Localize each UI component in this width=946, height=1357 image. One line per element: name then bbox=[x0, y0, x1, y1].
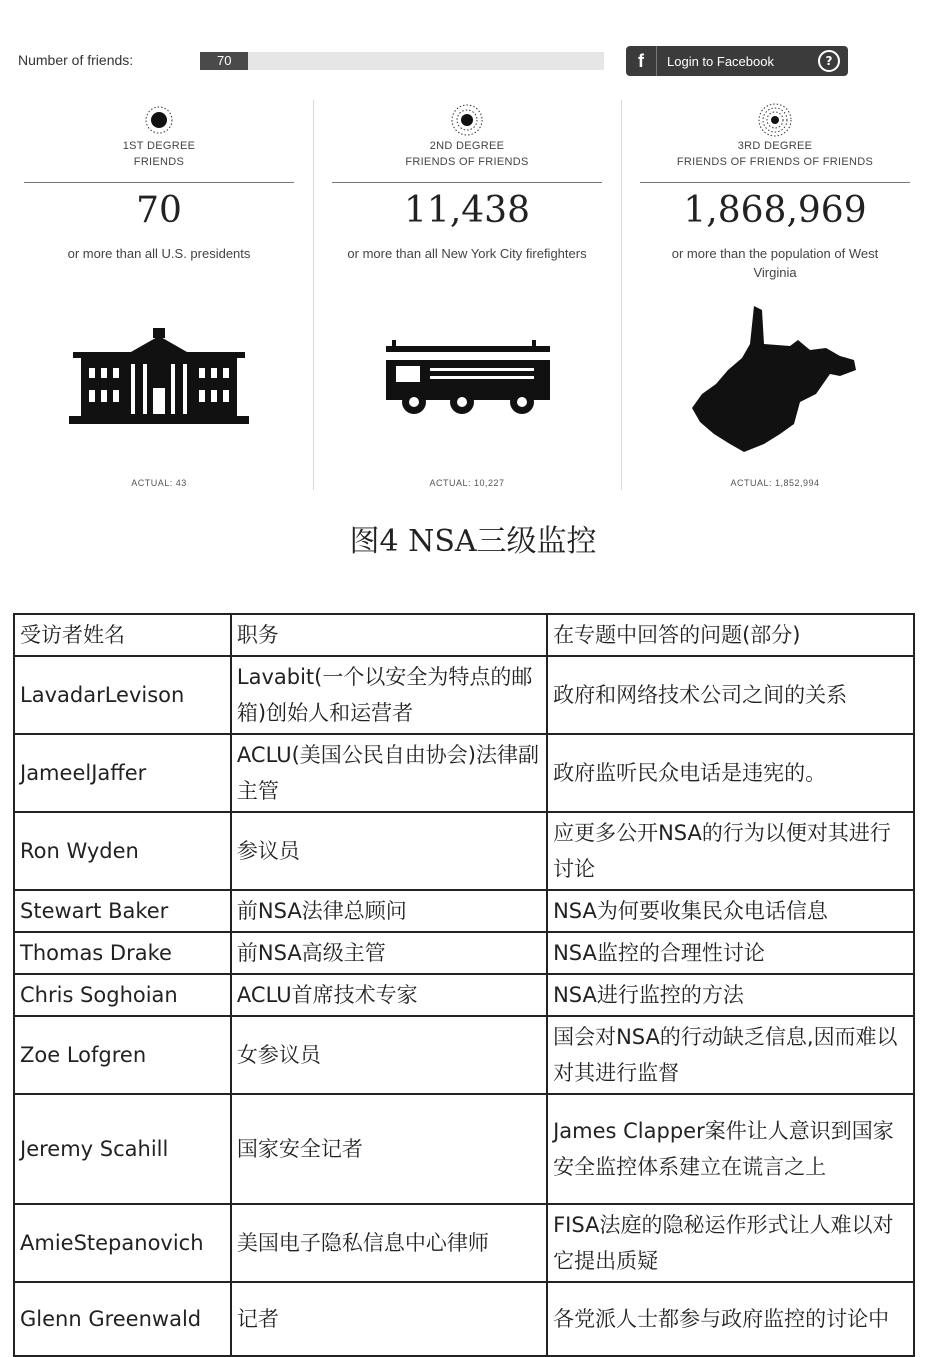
fire-truck-icon bbox=[382, 338, 552, 418]
table-cell-topic: FISA法庭的隐秘运作形式让人难以对它提出质疑 bbox=[547, 1204, 914, 1282]
degree-count: 1,868,969 bbox=[683, 190, 867, 231]
table-header-cell: 受访者姓名 bbox=[14, 614, 231, 656]
divider bbox=[332, 182, 602, 183]
table-cell-role: 前NSA高级主管 bbox=[231, 932, 547, 974]
table-cell-role: Lavabit(一个以安全为特点的邮箱)创始人和运营者 bbox=[231, 656, 547, 734]
friends-control-bar bbox=[18, 46, 848, 78]
table-cell-topic: NSA为何要收集民众电话信息 bbox=[547, 890, 914, 932]
table-header-cell: 在专题中回答的问题(部分) bbox=[547, 614, 914, 656]
degree-column-3 bbox=[634, 98, 916, 496]
interviewee-table bbox=[13, 613, 915, 1357]
degree-count: 70 bbox=[136, 190, 182, 231]
table-cell-name: JameelJaffer bbox=[14, 734, 231, 812]
degree-comparison: or more than all New York City firefighters bbox=[347, 246, 587, 261]
degree-title bbox=[18, 138, 300, 170]
table-row bbox=[14, 656, 914, 734]
table-row bbox=[14, 974, 914, 1016]
table-cell-topic: 各党派人士都参与政府监控的讨论中 bbox=[547, 1282, 914, 1356]
table-row bbox=[14, 1016, 914, 1094]
degree-comparison: or more than all U.S. presidents bbox=[67, 246, 251, 261]
degree-title bbox=[634, 138, 916, 170]
degree-title-line2: FRIENDS OF FRIENDS OF FRIENDS bbox=[676, 156, 874, 168]
degree-comparison: or more than the population of West Virginia bbox=[671, 246, 879, 280]
table-row bbox=[14, 1282, 914, 1356]
table-row bbox=[14, 812, 914, 890]
table-cell-name: Thomas Drake bbox=[14, 932, 231, 974]
actual-count: ACTUAL: 10,227 bbox=[429, 478, 505, 488]
figure-caption: 图4 NSA三级监控 bbox=[349, 524, 597, 559]
table-header-cell: 职务 bbox=[231, 614, 547, 656]
table-cell-topic: 政府和网络技术公司之间的关系 bbox=[547, 656, 914, 734]
table-cell-role: 国家安全记者 bbox=[231, 1094, 547, 1204]
table-cell-name: Stewart Baker bbox=[14, 890, 231, 932]
divider bbox=[24, 182, 294, 183]
friends-slider[interactable] bbox=[200, 52, 604, 70]
table-cell-role: 记者 bbox=[231, 1282, 547, 1356]
table-cell-name: Chris Soghoian bbox=[14, 974, 231, 1016]
degree-title-line2: FRIENDS OF FRIENDS bbox=[405, 156, 529, 168]
friends-count-label: Number of friends: bbox=[18, 52, 134, 68]
table-cell-name: Ron Wyden bbox=[14, 812, 231, 890]
actual-count: ACTUAL: 43 bbox=[131, 478, 187, 488]
table-row bbox=[14, 890, 914, 932]
facebook-login-button[interactable] bbox=[626, 46, 848, 76]
table-cell-role: 参议员 bbox=[231, 812, 547, 890]
white-house-icon bbox=[69, 328, 249, 428]
table-cell-role: 美国电子隐私信息中心律师 bbox=[231, 1204, 547, 1282]
degree-column-2 bbox=[326, 98, 608, 496]
degree-title-line1: 3RD DEGREE bbox=[737, 140, 813, 152]
table-header-row bbox=[14, 614, 914, 656]
table-row bbox=[14, 1204, 914, 1282]
degree-title bbox=[326, 138, 608, 170]
target-dot-icon bbox=[757, 102, 793, 138]
table-cell-topic: 国会对NSA的行动缺乏信息,因而难以对其进行监督 bbox=[547, 1016, 914, 1094]
table-cell-role: 女参议员 bbox=[231, 1016, 547, 1094]
target-dot-icon bbox=[141, 102, 177, 138]
degree-column-1 bbox=[18, 98, 300, 496]
west-virginia-map-icon bbox=[690, 304, 860, 454]
degree-count: 11,438 bbox=[404, 190, 530, 231]
degree-title-line1: 1ST DEGREE bbox=[122, 140, 196, 152]
table-row bbox=[14, 734, 914, 812]
degree-title-line1: 2ND DEGREE bbox=[429, 140, 505, 152]
table-cell-name: Zoe Lofgren bbox=[14, 1016, 231, 1094]
friends-slider-value[interactable]: 70 bbox=[200, 52, 248, 70]
column-divider bbox=[621, 100, 622, 490]
facebook-login-label: Login to Facebook bbox=[667, 53, 774, 69]
degree-title-line2: FRIENDS bbox=[133, 156, 185, 168]
table-cell-name: LavadarLevison bbox=[14, 656, 231, 734]
table-cell-role: ACLU(美国公民自由协会)法律副主管 bbox=[231, 734, 547, 812]
table-cell-role: 前NSA法律总顾问 bbox=[231, 890, 547, 932]
facebook-f-icon: f bbox=[626, 46, 657, 76]
table-cell-name: Glenn Greenwald bbox=[14, 1282, 231, 1356]
table-cell-topic: 应更多公开NSA的行为以便对其进行讨论 bbox=[547, 812, 914, 890]
column-divider bbox=[313, 100, 314, 490]
table-row bbox=[14, 932, 914, 974]
actual-count: ACTUAL: 1,852,994 bbox=[730, 478, 820, 488]
divider bbox=[640, 182, 910, 183]
table-cell-name: AmieStepanovich bbox=[14, 1204, 231, 1282]
target-dot-icon bbox=[449, 102, 485, 138]
table-cell-name: Jeremy Scahill bbox=[14, 1094, 231, 1204]
table-cell-topic: NSA监控的合理性讨论 bbox=[547, 932, 914, 974]
table-cell-topic: 政府监听民众电话是违宪的。 bbox=[547, 734, 914, 812]
table-cell-role: ACLU首席技术专家 bbox=[231, 974, 547, 1016]
table-cell-topic: James Clapper案件让人意识到国家安全监控体系建立在谎言之上 bbox=[547, 1094, 914, 1204]
table-cell-topic: NSA进行监控的方法 bbox=[547, 974, 914, 1016]
table-row bbox=[14, 1094, 914, 1204]
question-mark-icon[interactable]: ? bbox=[818, 50, 840, 72]
